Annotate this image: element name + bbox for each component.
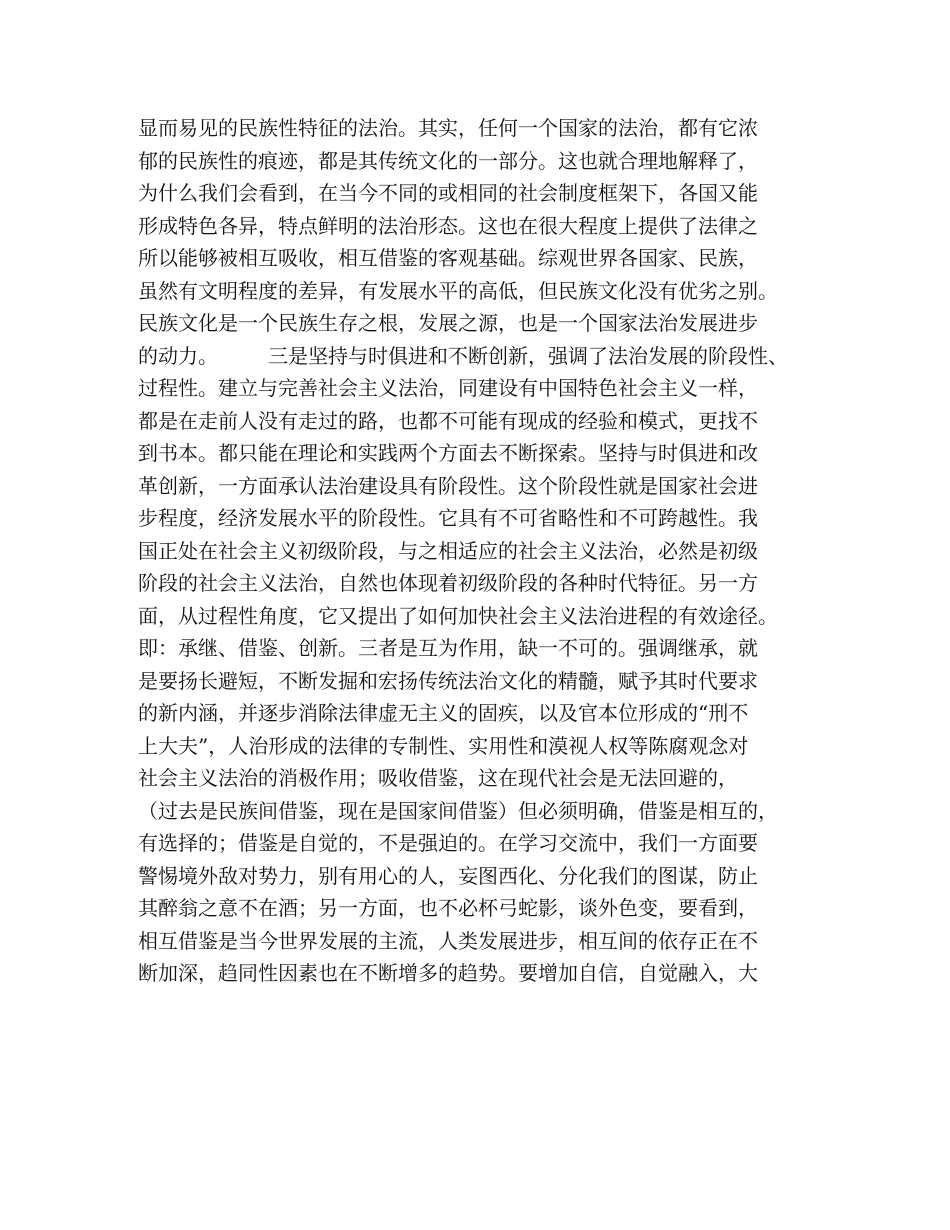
text-line: 有选择的；借鉴是自觉的，不是强迫的。在学习交流中，我们一方面要: [138, 831, 758, 855]
text-line: 的新内涵，并逐步消除法律虚无主义的固疾，以及官本位形成的“刑不: [138, 701, 749, 725]
text-line: 相互借鉴是当今世界发展的主流，人类发展进步，相互间的依存正在不: [138, 928, 758, 953]
text-line: 其醉翁之意不在酒；另一方面，也不必杯弓蛇影，谈外色变，要看到，: [138, 896, 758, 920]
text-line: 阶段的社会主义法治，自然也体现着初级阶段的各种时代特征。另一方: [138, 571, 758, 595]
text-line: 的动力。 三是坚持与时俱进和不断创新，强调了法治发展的阶段性、: [138, 343, 788, 368]
text-line: 所以能够被相互吸收，相互借鉴的客观基础。综观世界各国家、民族，: [138, 246, 758, 270]
text-line: 是要扬长避短，不断发掘和宏扬传统法治文化的精髓，赋予其时代要求: [138, 668, 758, 693]
text-line: 即：承继、借鉴、创新。三者是互为作用，缺一不可的。强调继承，就: [138, 636, 758, 660]
text-line: 形成特色各异，特点鲜明的法治形态。这也在很大程度上提供了法律之: [138, 213, 758, 238]
text-line: 步程度，经济发展水平的阶段性。它具有不可省略性和不可跨越性。我: [138, 506, 758, 530]
text-line: 面，从过程性角度，它又提出了如何加快社会主义法治进程的有效途径。: [138, 603, 778, 628]
text-line: 为什么我们会看到，在当今不同的或相同的社会制度框架下，各国又能: [138, 181, 758, 205]
text-line: 过程性。建立与完善社会主义法治，同建设有中国特色社会主义一样，: [138, 376, 758, 400]
text-line: 断加深，趋同性因素也在不断增多的趋势。要增加自信，自觉融入，大: [138, 961, 758, 985]
text-line: 革创新，一方面承认法治建设具有阶段性。这个阶段性就是国家社会进: [138, 473, 758, 498]
text-line: 显而易见的民族性特征的法治。其实，任何一个国家的法治，都有它浓: [138, 116, 758, 140]
text-line: （过去是民族间借鉴，现在是国家间借鉴）但必须明确，借鉴是相互的，: [138, 798, 778, 823]
text-line: 到书本。都只能在理论和实践两个方面去不断探索。坚持与时俱进和改: [138, 441, 758, 465]
body-text: [138, 112, 828, 990]
text-line: 国正处在社会主义初级阶段，与之相适应的社会主义法治，必然是初级: [138, 538, 758, 563]
text-line: 虽然有文明程度的差异，有发展水平的高低，但民族文化没有优劣之别。: [138, 278, 778, 303]
text-line: 社会主义法治的消极作用；吸收借鉴，这在现代社会是无法回避的，: [138, 766, 738, 790]
text-line: 都是在走前人没有走过的路，也都不可能有现成的经验和模式，更找不: [138, 408, 758, 433]
text-line: 民族文化是一个民族生存之根，发展之源，也是一个国家法治发展进步: [138, 311, 758, 335]
text-line: 警惕境外敌对势力，别有用心的人，妄图西化、分化我们的图谋，防止: [138, 863, 758, 888]
text-line: 上大夫”，人治形成的法律的专制性、实用性和漠视人权等陈腐观念对: [138, 733, 749, 758]
text-line: 郁的民族性的痕迹，都是其传统文化的一部分。这也就合理地解释了，: [138, 148, 758, 173]
